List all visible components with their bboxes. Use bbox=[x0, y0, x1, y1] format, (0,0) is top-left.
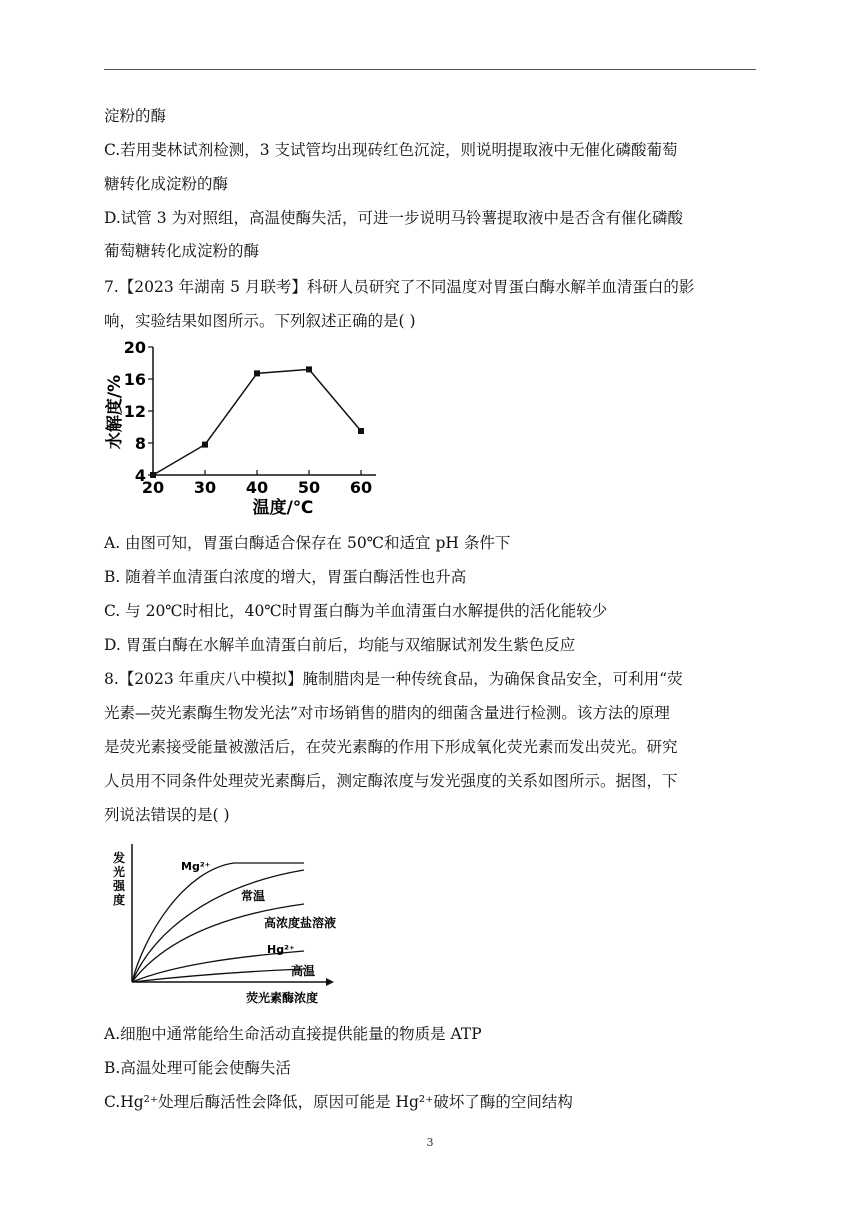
data-point bbox=[358, 428, 364, 434]
y-tick-label: 20 bbox=[123, 338, 146, 357]
y-label-char: 度 bbox=[113, 893, 126, 907]
curve-label-room-temperature: 常温 bbox=[241, 889, 266, 903]
data-point bbox=[306, 366, 312, 372]
question-8-stem: 人员用不同条件处理荧光素酶后，测定酶浓度与发光强度的关系如图所示。据图，下 bbox=[104, 772, 678, 790]
y-label-char: 强 bbox=[113, 879, 126, 893]
text-line: 淀粉的酶 bbox=[104, 107, 167, 125]
series-line bbox=[153, 369, 361, 475]
luminescence-enzyme-chart bbox=[104, 840, 354, 1010]
question-7-stem: 响，实验结果如图所示。下列叙述正确的是( ) bbox=[104, 312, 416, 330]
x-axis-label: 荧光素酶浓度 bbox=[246, 991, 319, 1005]
data-point bbox=[254, 370, 260, 376]
option-7b: B. 随着羊血清蛋白浓度的增大，胃蛋白酶活性也升高 bbox=[104, 568, 467, 586]
question-7-stem: 7.【2023 年湖南 5 月联考】科研人员研究了不同温度对胃蛋白酶水解羊血清蛋白的影 bbox=[104, 278, 695, 296]
hydrolysis-temperature-chart bbox=[100, 335, 400, 520]
curve-label-mg: Mg²⁺ bbox=[181, 860, 211, 873]
question-8-stem: 是荧光素接受能量被激活后，在荧光素酶的作用下形成氧化荧光素而发出荧光。研究 bbox=[104, 738, 678, 756]
y-tick-label: 12 bbox=[123, 402, 146, 421]
text-line: D.试管 3 为对照组，高温使酶失活，可进一步说明马铃薯提取液中是否含有催化磷酸 bbox=[104, 209, 684, 227]
y-tick-label: 8 bbox=[134, 434, 146, 453]
x-axis-arrow bbox=[326, 978, 334, 986]
y-tick-label: 16 bbox=[123, 370, 146, 389]
curve-high-temperature bbox=[132, 969, 304, 982]
option-8b: B.高温处理可能会使酶失活 bbox=[104, 1059, 291, 1077]
option-7d: D. 胃蛋白酶在水解羊血清蛋白前后，均能与双缩脲试剂发生紫色反应 bbox=[104, 636, 576, 654]
page-number: 3 bbox=[426, 1136, 434, 1149]
text-line: 葡萄糖转化成淀粉的酶 bbox=[104, 242, 260, 260]
question-8-stem: 光素—荧光素酶生物发光法”对市场销售的腊肉的细菌含量进行检测。该方法的原理 bbox=[104, 704, 670, 722]
y-axis-label: 水解度/% bbox=[105, 374, 125, 450]
option-8c: C.Hg²⁺处理后酶活性会降低，原因可能是 Hg²⁺破坏了酶的空间结构 bbox=[104, 1093, 573, 1111]
x-tick-label: 40 bbox=[245, 478, 269, 497]
x-tick-label: 60 bbox=[349, 478, 373, 497]
text-line: 糖转化成淀粉的酶 bbox=[104, 175, 229, 193]
option-7a: A. 由图可知，胃蛋白酶适合保存在 50℃和适宜 pH 条件下 bbox=[104, 534, 511, 552]
y-tick-label: 4 bbox=[134, 466, 146, 485]
data-point bbox=[150, 472, 156, 478]
header-rule bbox=[104, 69, 756, 70]
y-label-char: 光 bbox=[113, 865, 126, 879]
curve-label-high-salt: 高浓度盐溶液 bbox=[264, 916, 337, 930]
y-label-char: 发 bbox=[113, 851, 126, 865]
curve-label-high-temperature: 高温 bbox=[291, 964, 316, 978]
x-axis-label: 温度/℃ bbox=[252, 498, 314, 518]
data-point bbox=[202, 442, 208, 448]
x-tick-label: 20 bbox=[141, 478, 165, 497]
y-axis-label bbox=[112, 850, 129, 907]
option-8a: A.细胞中通常能给生命活动直接提供能量的物质是 ATP bbox=[104, 1025, 482, 1043]
question-8-stem: 列说法错误的是( ) bbox=[104, 806, 230, 824]
option-7c: C. 与 20℃时相比，40℃时胃蛋白酶为羊血清蛋白水解提供的活化能较少 bbox=[104, 602, 608, 620]
curve-label-hg: Hg²⁺ bbox=[267, 943, 295, 956]
question-8-stem: 8.【2023 年重庆八中模拟】腌制腊肉是一种传统食品，为确保食品安全，可利用“荧 bbox=[104, 670, 683, 688]
text-line: C.若用斐林试剂检测，3 支试管均出现砖红色沉淀，则说明提取液中无催化磷酸葡萄 bbox=[104, 141, 678, 159]
x-tick-label: 50 bbox=[297, 478, 321, 497]
x-tick-label: 30 bbox=[193, 478, 217, 497]
